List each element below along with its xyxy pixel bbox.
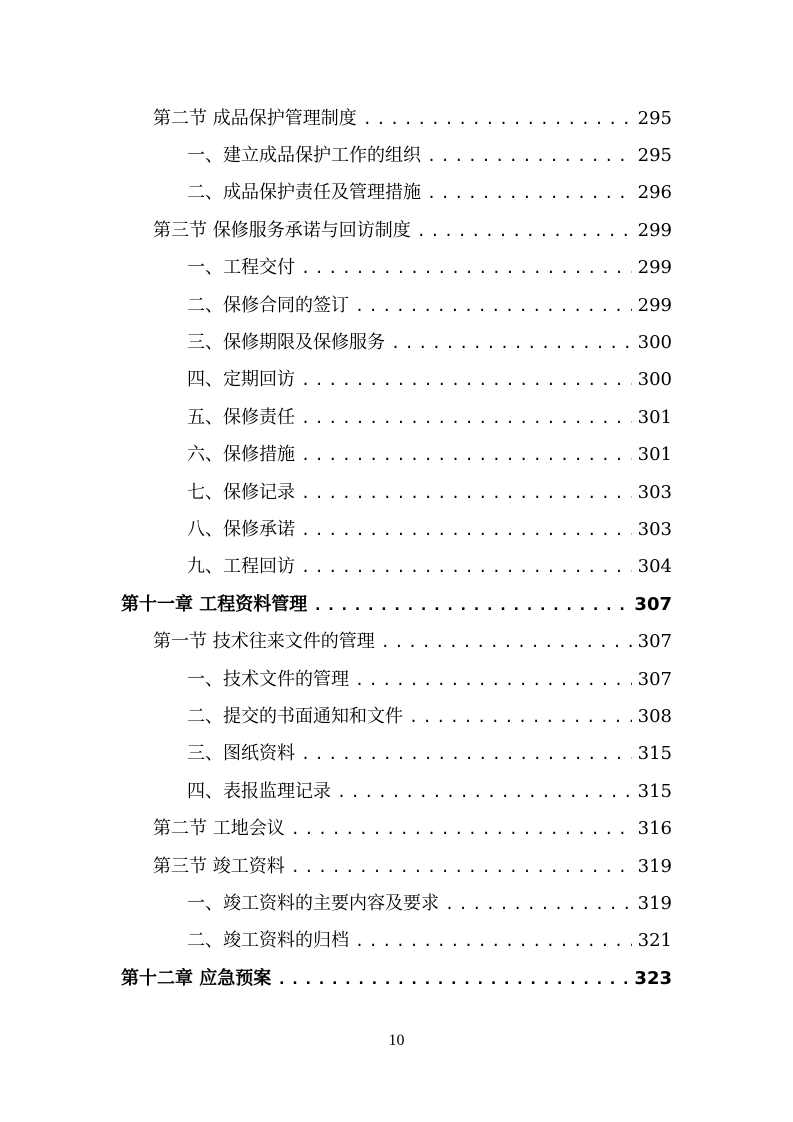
toc-entry-title: 一、建立成品保护工作的组织 (187, 144, 421, 166)
toc-leader-dots (301, 743, 632, 765)
toc-entry-item[interactable] (187, 773, 672, 810)
toc-leader-dots (391, 332, 632, 354)
toc-entry-page-number: 316 (637, 818, 672, 840)
toc-entry-page-number: 299 (637, 294, 672, 316)
toc-leader-dots (381, 631, 632, 653)
toc-entry-item[interactable] (187, 175, 672, 212)
toc-entry-item[interactable] (187, 736, 672, 773)
toc-leader-dots (355, 669, 632, 691)
toc-entry-title: 二、成品保护责任及管理措施 (187, 182, 421, 204)
toc-entry-page-number: 319 (637, 855, 672, 877)
toc-entry-title: 第三节 保修服务承诺与回访制度 (153, 219, 411, 241)
toc-entry-item[interactable] (187, 474, 672, 511)
toc-entry-page-number: 315 (637, 780, 672, 802)
toc-entry-title: 九、工程回访 (187, 556, 295, 578)
toc-entry-title: 五、保修责任 (187, 406, 295, 428)
toc-leader-dots (337, 781, 632, 803)
toc-entry-section[interactable] (153, 100, 672, 137)
toc-entry-item[interactable] (187, 362, 672, 399)
toc-entry-title: 三、保修期限及保修服务 (187, 331, 385, 353)
toc-entry-title: 第十二章 应急预案 (121, 967, 272, 989)
toc-leader-dots (291, 818, 632, 840)
toc-leader-dots (313, 594, 628, 616)
toc-entry-title: 二、保修合同的签订 (187, 294, 349, 316)
toc-leader-dots (409, 706, 632, 728)
toc-leader-dots (355, 295, 632, 317)
toc-leader-dots (301, 257, 632, 279)
toc-entry-title: 四、定期回访 (187, 369, 295, 391)
toc-entry-title: 四、表报监理记录 (187, 780, 331, 802)
toc-entry-page-number: 321 (637, 930, 672, 952)
toc-entry-item[interactable] (187, 250, 672, 287)
toc-leader-dots (301, 482, 632, 504)
toc-leader-dots (301, 556, 632, 578)
toc-entry-page-number: 295 (637, 144, 672, 166)
toc-entry-item[interactable] (187, 324, 672, 361)
toc-entry-chapter[interactable] (121, 960, 672, 997)
toc-entry-item[interactable] (187, 661, 672, 698)
toc-entry-page-number: 303 (637, 481, 672, 503)
toc-leader-dots (277, 968, 628, 990)
toc-entry-page-number: 304 (637, 556, 672, 578)
toc-entry-item[interactable] (187, 885, 672, 922)
toc-entry-title: 第一节 技术往来文件的管理 (153, 631, 375, 653)
toc-leader-dots (301, 369, 632, 391)
toc-leader-dots (301, 407, 632, 429)
toc-entry-title: 第二节 成品保护管理制度 (153, 107, 357, 129)
toc-entry-item[interactable] (187, 399, 672, 436)
toc-entry-page-number: 303 (637, 518, 672, 540)
toc-entry-item[interactable] (187, 923, 672, 960)
toc-leader-dots (445, 893, 632, 915)
toc-leader-dots (355, 930, 632, 952)
toc-entry-page-number: 307 (634, 593, 672, 615)
toc-leader-dots (301, 519, 632, 541)
toc-entry-page-number: 296 (637, 182, 672, 204)
toc-entry-title: 六、保修措施 (187, 444, 295, 466)
toc-entry-title: 第三节 竣工资料 (153, 855, 285, 877)
toc-leader-dots (363, 108, 632, 130)
toc-entry-section[interactable] (153, 811, 672, 848)
toc-entry-page-number: 308 (637, 705, 672, 727)
toc-entry-section[interactable] (153, 624, 672, 661)
toc-entry-section[interactable] (153, 212, 672, 249)
toc-entry-item[interactable] (187, 137, 672, 174)
toc-entry-item[interactable] (187, 287, 672, 324)
toc-entry-title: 三、图纸资料 (187, 743, 295, 765)
toc-entry-title: 二、提交的书面通知和文件 (187, 705, 403, 727)
toc-entry-title: 七、保修记录 (187, 481, 295, 503)
toc-leader-dots (417, 220, 632, 242)
toc-entry-chapter[interactable] (121, 586, 672, 623)
toc-entry-page-number: 307 (637, 631, 672, 653)
toc-entry-page-number: 300 (637, 331, 672, 353)
toc-entry-page-number: 315 (637, 743, 672, 765)
toc-entry-page-number: 301 (637, 444, 672, 466)
toc-entry-page-number: 295 (637, 107, 672, 129)
toc-entry-item[interactable] (187, 511, 672, 548)
toc-entry-page-number: 301 (637, 406, 672, 428)
toc-entry-title: 第二节 工地会议 (153, 818, 285, 840)
toc-entry-title: 八、保修承诺 (187, 518, 295, 540)
toc-leader-dots (301, 444, 632, 466)
toc-entry-item[interactable] (187, 437, 672, 474)
toc-entry-title: 二、竣工资料的归档 (187, 930, 349, 952)
toc-entry-section[interactable] (153, 848, 672, 885)
toc-entry-page-number: 319 (637, 892, 672, 914)
toc-entry-page-number: 300 (637, 369, 672, 391)
toc-entry-title: 第十一章 工程资料管理 (121, 593, 308, 615)
toc-entry-page-number: 299 (637, 219, 672, 241)
page-number: 10 (388, 1032, 405, 1049)
toc-entry-item[interactable] (187, 549, 672, 586)
toc-entry-title: 一、工程交付 (187, 257, 295, 279)
toc-leader-dots (291, 856, 632, 878)
toc-entry-title: 一、技术文件的管理 (187, 668, 349, 690)
toc-entry-title: 一、竣工资料的主要内容及要求 (187, 892, 439, 914)
toc-entry-page-number: 299 (637, 257, 672, 279)
toc-leader-dots (427, 182, 632, 204)
toc-leader-dots (427, 145, 632, 167)
toc-entry-page-number: 323 (634, 967, 672, 989)
toc-entry-item[interactable] (187, 698, 672, 735)
toc-entry-page-number: 307 (637, 668, 672, 690)
